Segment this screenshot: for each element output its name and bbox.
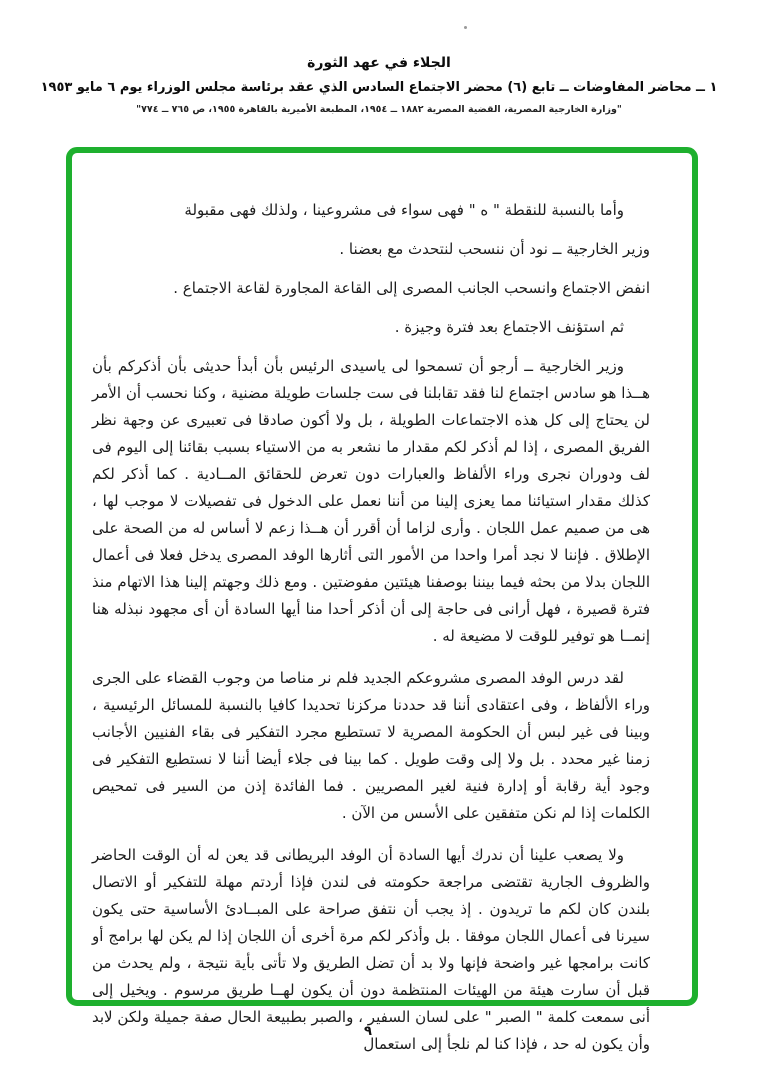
- paragraph-british-delegation-patience: ولا يصعب علينا أن ندرك أيها السادة أن الوفد البريطانى قد يعن له أن الوقت الحاضر والظروف الجارية تقتضى مراجعة حكومته فى لندن فإذا أردتم مهلة للتفكير أو الاتصال بلندن كان لكم ما تريدون . إذ يجب أن نتفق صراحة على المبــادئ الأساسية حتى يكون سيرنا فى أعمال اللجان موفقا . بل وأذكر لكم مرة أخرى أن اللجان إذا لم يكن لها برامج أو كانت برامجها غير واضحة فإنها ولا بد أن تضل الطريق ولا تأتى بأية نتيجة ، ولم يحدث من قبل أن سارت هيئة من الهيئات المنتظمة دون أن يكون لهــا طريق مرسوم . ويخيل إلى أنى سمعت كلمة " الصبر " على لسان السفير ، والصبر بطبيعة الحال صفة جميلة ولكن لابد وأن يكون له حد ، فإذا كنا لم نلجأ إلى استعمال: [92, 846, 650, 1053]
- source-citation: "وزارة الخارجية المصرية، القضية المصرية ١٨٨٢ ــ ١٩٥٤، المطبعة الأميرية بالقاهرة ١٩٥٥، ص ٧٦٥ ــ ٧٧٤": [136, 104, 622, 115]
- paragraph-foreign-minister-withdraw: وزير الخارجية ــ نود أن ننسحب لنتحدث مع بعضنا .: [339, 240, 650, 258]
- green-highlight-frame: [66, 147, 698, 1053]
- paragraph-meeting-resumed: ثم استؤنف الاجتماع بعد فترة وجيزة .: [394, 318, 624, 336]
- paragraph-foreign-minister-speech: وزير الخارجية ــ أرجو أن تسمحوا لى ياسيدى الرئيس بأن أبدأ حديثى بأن أذكركم بأن هــذا هو سادس اجتماع لنا فقد تقابلنا فى ست جلسات طويلة مضنية ، وكنا نحسب أن الأمر لن يحتاج إلى كل هذه الاجتماعات الطويلة ، بل ولا أكون صادقا فى تعبيرى عن وجهة نظر الفريق المصرى ، إذا لم أذكر لكم مقدار ما نشعر به من الاستياء بسبب بقائنا إلى اليوم فى لف ودوران نجرى وراء الألفاظ والعبارات دون تعرض للحقائق المــادية . كما أذكر لكم كذلك مقدار استيائنا مما يعزى إلينا من أننا نعمل على الدخول فى تفصيلات لا موجب لها ، هى من صميم عمل اللجان . وأرى لزاما أن أقرر أن هــذا زعم لا أساس له من الصحة على الإطلاق . فإننا لا نجد أمرا واحدا من الأمور التى أثارها الوفد المصرى يدخل فعلا فى أعمال اللجان بدلا من بحثه فيما بيننا بوصفنا هيئتين مفوضتين . ومع ذلك وجهتم إلينا هذا الاتهام منذ فترة قصيرة ، فهل أرانى فى حاجة إلى أن أذكر أحدا منا أيها السادة أن أى مجهود نبذله هنا إنمــا هو توفير للوقت لا مضيعة له .: [92, 357, 650, 645]
- page-number: ٩: [364, 1024, 372, 1039]
- page-title: الجلاء في عهد الثورة: [307, 55, 451, 71]
- paragraph-point-h: وأما بالنسبة للنقطة " ه " فهى سواء فى مشروعينا ، ولذلك فهى مقبولة: [184, 201, 624, 219]
- document-heading: ١ ــ محاضر المفاوضات ــ تابع (٦) محضر الاجتماع السادس الذي عقد برئاسة مجلس الوزراء يوم ٦ مايو ١٩٥٣: [40, 80, 718, 95]
- paragraph-egyptian-delegation-study: لقد درس الوفد المصرى مشروعكم الجديد فلم نر مناصا من وجوب القضاء على الجرى وراء الألفاظ ، وفى اعتقادى أننا قد حددنا مركزنا تحديدا كافيا بالنسبة للمسائل الرئيسية ، وبينا فى غير لبس أن الحكومة المصرية لا تستطيع مجرد التفكير فى بقاء الفنيين الأجانب زمنا غير محدد . بل ولا إلى وقت طويل . كما بينا فى جلاء أيضا أننا لا نستطيع التفكير فى وجود أية رقابة أو إدارة فنية لغير المصريين . فما الفائدة إذن من السير فى تمحيص الكلمات إذا لم نكن متفقين على الأسس من الآن .: [92, 669, 650, 822]
- paragraph-meeting-adjourned: انفض الاجتماع وانسحب الجانب المصرى إلى القاعة المجاورة لقاعة الاجتماع .: [173, 279, 650, 297]
- document-body: [72, 153, 692, 1053]
- speck-mark: [464, 26, 467, 29]
